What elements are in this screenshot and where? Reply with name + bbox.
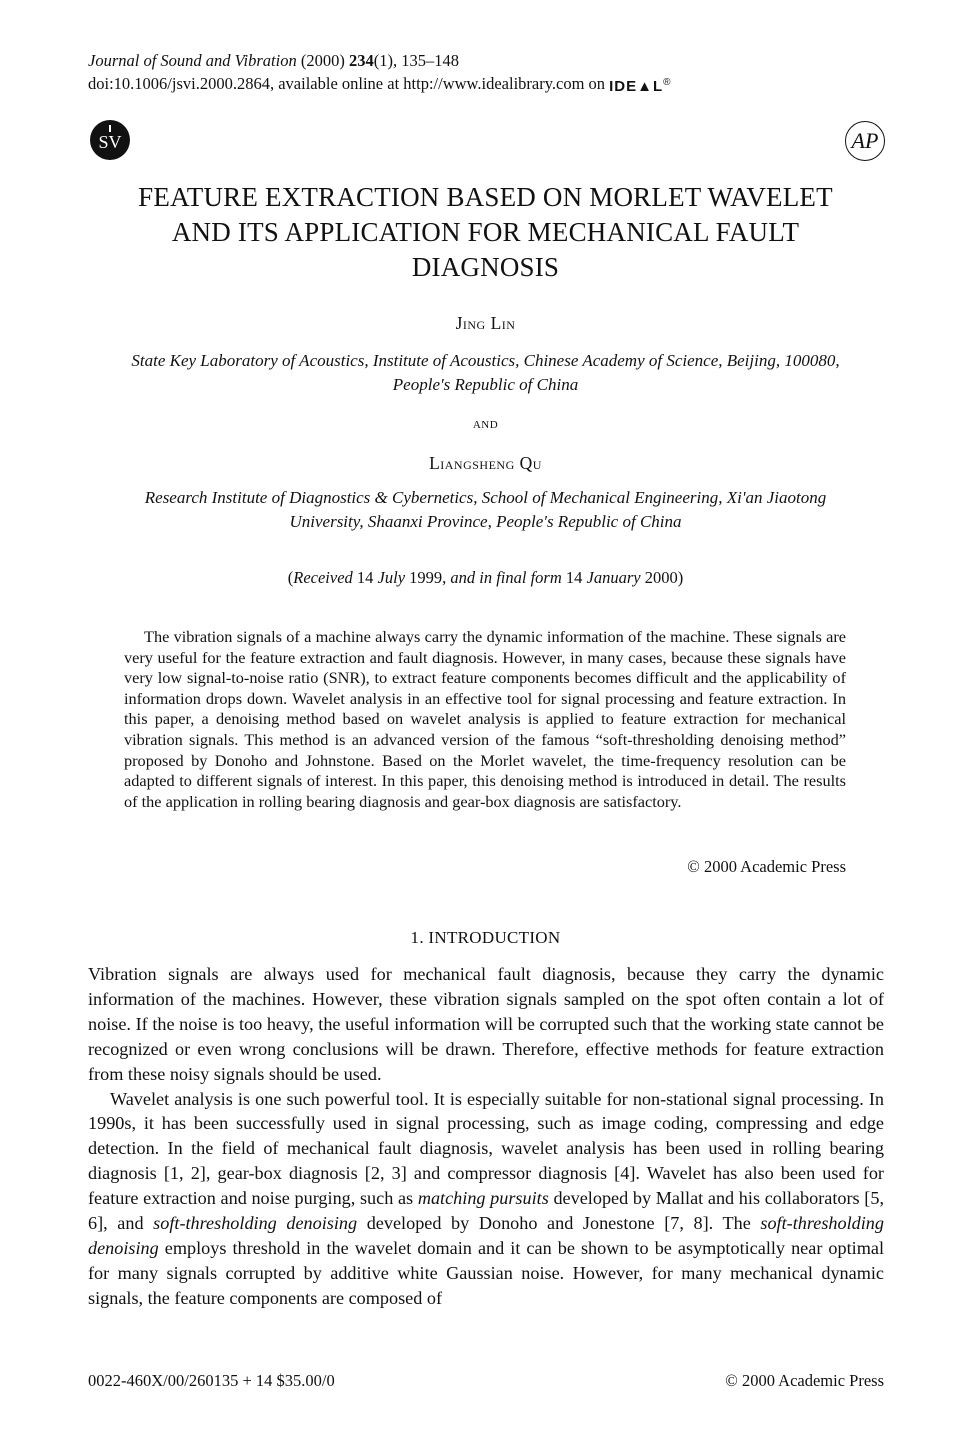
final-day: 14 [561, 568, 587, 587]
introduction-body [88, 962, 884, 1311]
soft-thresholding-term: soft-thresholding denoising [153, 1213, 358, 1234]
journal-year: (2000) [296, 51, 349, 70]
journal-volume: 234 [348, 51, 374, 70]
registered-mark: ® [663, 77, 672, 88]
received-month: July [377, 568, 406, 587]
affiliation-1-line-1: State Key Laboratory of Acoustics, Institute of Acoustics, Chinese Academy of Science, Beijing, 100080, [131, 351, 840, 370]
received-word: Received [293, 568, 353, 587]
received-dates [60, 568, 911, 588]
title-line-2: AND ITS APPLICATION FOR MECHANICAL FAULT [171, 217, 800, 247]
journal-name: Journal of Sound and Vibration [88, 51, 297, 70]
abstract: The vibration signals of a machine always carry the dynamic information of the machine. These signals are very useful for the feature extraction and fault diagnosis. However, in many cases, because these signals have very low signal-to-noise ratio (SNR), to extract feature components becomes difficult and the applicability of information drops down. Wavelet analysis in an effective tool for signal processing and feature extraction. In this paper, a denoising method based on wavelet analysis is applied to feature extraction for mechanical vibration signals. This method is an advanced version of the famous “soft-thresholding denoising method” proposed by Donoho and Johnstone. Based on the Morlet wavelet, the time-frequency resolution can be adapted to different signals of interest. In this paper, this denoising method is introduced in detail. The results of the application in rolling bearing diagnosis and gear-box diagnosis are satisfactory. [124, 627, 846, 811]
sv-logo [90, 120, 130, 160]
affiliation-1-line-2: People's Republic of China [392, 375, 579, 394]
title-line-3: DIAGNOSIS [411, 252, 560, 282]
affiliation-2-line-2: University, Shaanxi Province, People's Republic of China [289, 512, 682, 531]
final-month: January [586, 568, 641, 587]
section-heading: 1. INTRODUCTION [410, 928, 561, 947]
title-line-1: FEATURE EXTRACTION BASED ON MORLET WAVELET [138, 182, 833, 212]
doi-text: doi:10.1006/jsvi.2000.2864, available online at http://www.idealibrary.com on [88, 74, 606, 93]
received-open: ( [287, 568, 294, 587]
para2-part-a: Wavelet analysis is one such powerful tool. It is especially suitable for non-stational signal processing. In 1990s, it has been successfully used in signal processing, such as image coding, compressing and edge detection. In the field of mechanical fault diagnosis, wavelet analysis has been used in rolling bearing diagnosis [1, 2], gear-box diagnosis [2, 3] and compressor diagnosis [4]. Wavelet has also been used for feature extraction and noise purging, such as [88, 1088, 884, 1209]
ap-logo-text: AP [851, 128, 879, 153]
received-day: 14 [352, 568, 378, 587]
affiliation-1 [60, 349, 911, 397]
doi-line [88, 72, 671, 98]
ideal-logo-text: IDE [609, 78, 638, 95]
author-1: Jing Lin [455, 313, 516, 333]
affiliation-2 [60, 486, 911, 534]
paper-title [60, 180, 911, 285]
affiliation-2-line-1: Research Institute of Diagnostics & Cybernetics, School of Mechanical Engineering, Xi'an Jiaotong [144, 488, 827, 507]
footer-copyright: © 2000 Academic Press [725, 1371, 884, 1390]
footer-code: 0022-460X/00/260135 + 14 $35.00/0 [88, 1371, 335, 1390]
sv-logo-tick [109, 125, 111, 132]
journal-header [88, 50, 671, 98]
journal-issue-pages: (1), 135–148 [373, 51, 459, 70]
journal-citation [88, 50, 671, 72]
soft-thresholding-term-2: soft-thresholding denoising [88, 1213, 884, 1258]
author-2: Liangsheng Qu [429, 453, 542, 473]
ap-logo [845, 121, 885, 161]
paragraph-1: Vibration signals are always used for mechanical fault diagnosis, because they carry the dynamic information of the machines. However, these vibration signals sampled on the spot often contain a lot of noise. If the noise is too heavy, the useful information will be corrupted such that the working state cannot be recognized or even wrong conclusions will be drawn. Therefore, effective methods for feature extraction from these noisy signals should be used. [88, 964, 884, 1084]
final-year: 2000) [640, 568, 684, 587]
final-form-phrase: and in final form [450, 568, 562, 587]
paragraph-2 [88, 1087, 884, 1311]
para2-part-d: employs threshold in the wavelet domain and it can be shown to be asymptotically near optimal for many signals corrupted by additive white Gaussian noise. However, for many mechanical dynamic signals, the feature components are composed of [88, 1237, 884, 1308]
para2-part-c: developed by Donoho and Jonestone [7, 8]. The [357, 1213, 761, 1234]
received-year: 1999, [405, 568, 451, 587]
ideal-logo-arrow-icon: ▲ [637, 78, 653, 95]
ideal-logo-tail: L [652, 78, 664, 95]
ideal-logo [609, 72, 671, 98]
sv-logo-text: SV [98, 132, 122, 152]
abstract-copyright: © 2000 Academic Press [687, 857, 846, 876]
and-separator: and [472, 416, 499, 432]
matching-pursuits-term: matching pursuits [417, 1188, 549, 1209]
para2-part-b: developed by Mallat and his collaborators [5, 6], and [88, 1188, 884, 1234]
